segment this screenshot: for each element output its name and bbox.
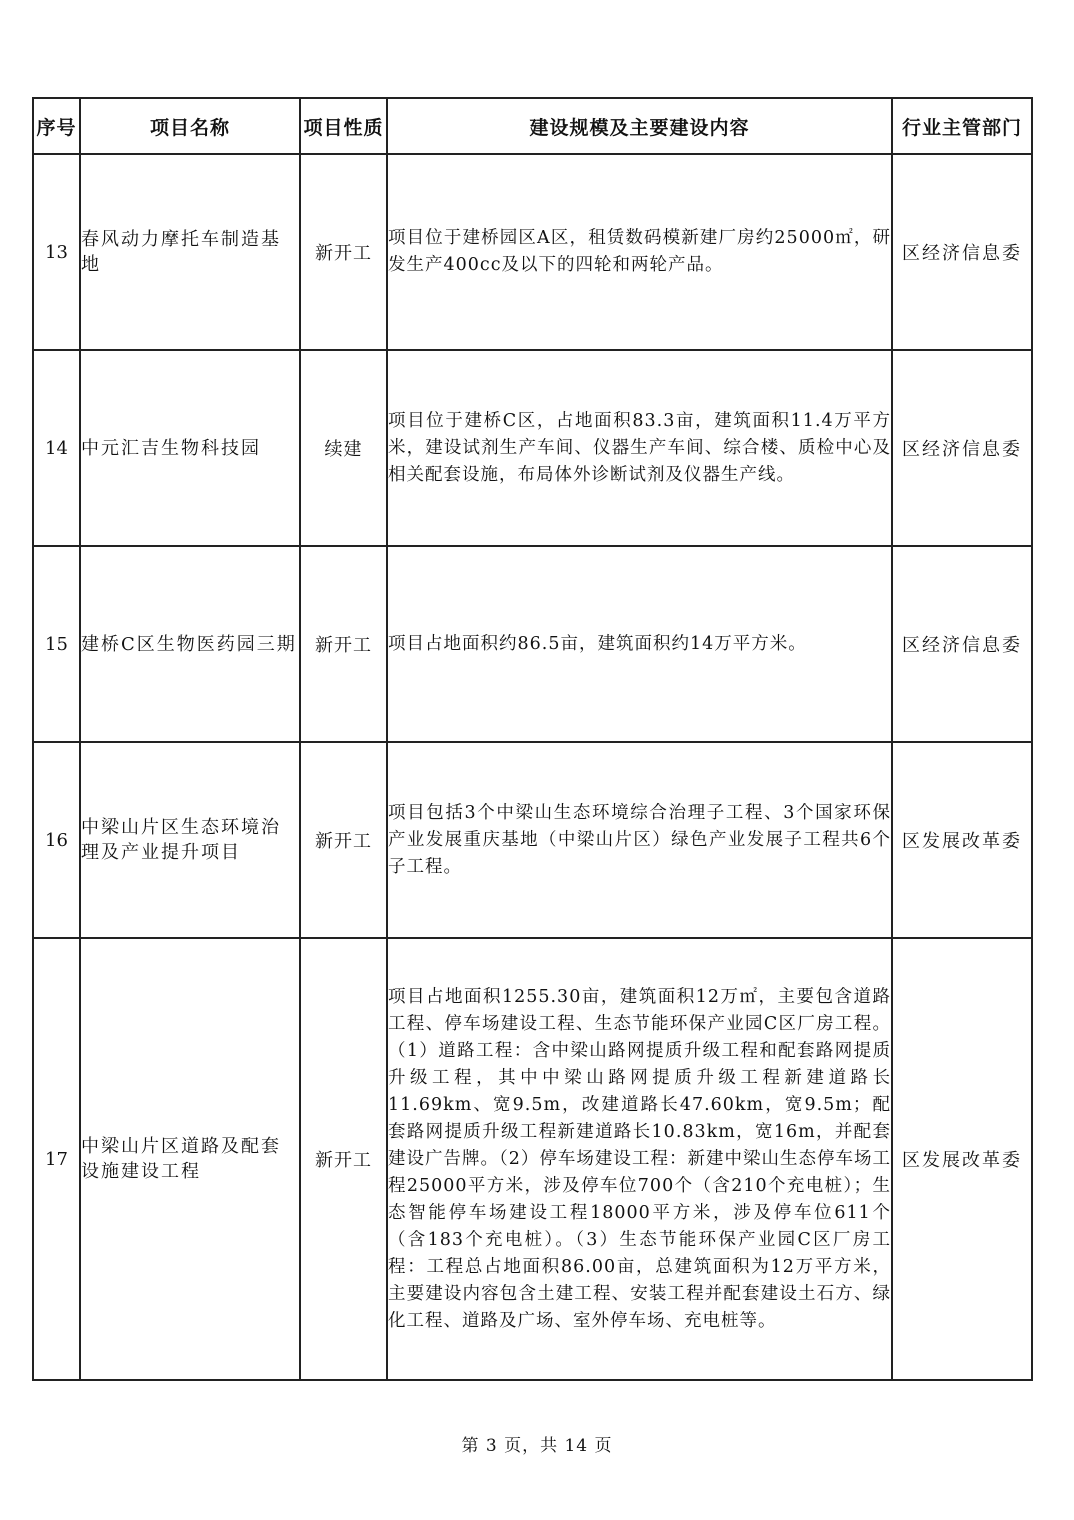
project-content: 项目占地面积约86.5亩，建筑面积约14万平方米。 xyxy=(387,546,892,742)
project-content: 项目包括3个中梁山生态环境综合治理子工程、3个国家环保产业发展重庆基地（中梁山片区）绿色产业发展子工程共6个子工程。 xyxy=(387,742,892,938)
header-type: 项目性质 xyxy=(300,98,387,154)
project-dept: 区发展改革委 xyxy=(892,938,1032,1380)
row-number: 13 xyxy=(33,154,80,350)
project-dept: 区经济信息委 xyxy=(892,154,1032,350)
header-dept: 行业主管部门 xyxy=(892,98,1032,154)
header-row xyxy=(33,98,1032,154)
project-content: 项目位于建桥C区，占地面积83.3亩，建筑面积11.4万平方米，建设试剂生产车间、仪器生产车间、综合楼、质检中心及相关配套设施，布局体外诊断试剂及仪器生产线。 xyxy=(387,350,892,546)
row-number: 14 xyxy=(33,350,80,546)
project-name: 中梁山片区生态环境治理及产业提升项目 xyxy=(80,742,300,938)
row-number: 17 xyxy=(33,938,80,1380)
project-dept: 区经济信息委 xyxy=(892,350,1032,546)
project-content: 项目位于建桥园区A区，租赁数码模新建厂房约25000㎡，研发生产400cc及以下的四轮和两轮产品。 xyxy=(387,154,892,350)
table-row xyxy=(33,350,1032,546)
project-name: 春风动力摩托车制造基地 xyxy=(80,154,300,350)
project-content: 项目占地面积1255.30亩，建筑面积12万㎡，主要包含道路工程、停车场建设工程、生态节能环保产业园C区厂房工程。（1）道路工程：含中梁山路网提质升级工程和配套路网提质升级工程，其中中梁山路网提质升级工程新建道路长11.69km、宽9.5m，改建道路长47.60km，宽9.5m；配套路网提质升级工程新建道路长10.83km，宽16m，并配套建设广告牌。（2）停车场建设工程：新建中梁山生态停车场工程25000平方米，涉及停车位700个（含210个充电桩）；生态智能停车场建设工程18000平方米，涉及停车位611个（含183个充电桩）。（3）生态节能环保产业园C区厂房工程：工程总占地面积86.00亩，总建筑面积为12万平方米，主要建设内容包含土建工程、安装工程并配套建设土石方、绿化工程、道路及广场、室外停车场、充电桩等。 xyxy=(387,938,892,1380)
table-row xyxy=(33,938,1032,1380)
header-name: 项目名称 xyxy=(80,98,300,154)
header-no: 序号 xyxy=(33,98,80,154)
row-number: 16 xyxy=(33,742,80,938)
project-dept: 区经济信息委 xyxy=(892,546,1032,742)
project-type: 新开工 xyxy=(300,938,387,1380)
table-row xyxy=(33,742,1032,938)
project-dept: 区发展改革委 xyxy=(892,742,1032,938)
project-type: 续建 xyxy=(300,350,387,546)
project-name: 中梁山片区道路及配套设施建设工程 xyxy=(80,938,300,1380)
project-table xyxy=(32,97,1033,1381)
project-name: 建桥C区生物医药园三期 xyxy=(80,546,300,742)
header-content: 建设规模及主要建设内容 xyxy=(387,98,892,154)
project-type: 新开工 xyxy=(300,742,387,938)
page-number: 第 3 页，共 14 页 xyxy=(461,1436,613,1456)
project-type: 新开工 xyxy=(300,154,387,350)
table-row xyxy=(33,154,1032,350)
project-name: 中元汇吉生物科技园 xyxy=(80,350,300,546)
project-type: 新开工 xyxy=(300,546,387,742)
table-row xyxy=(33,546,1032,742)
row-number: 15 xyxy=(33,546,80,742)
